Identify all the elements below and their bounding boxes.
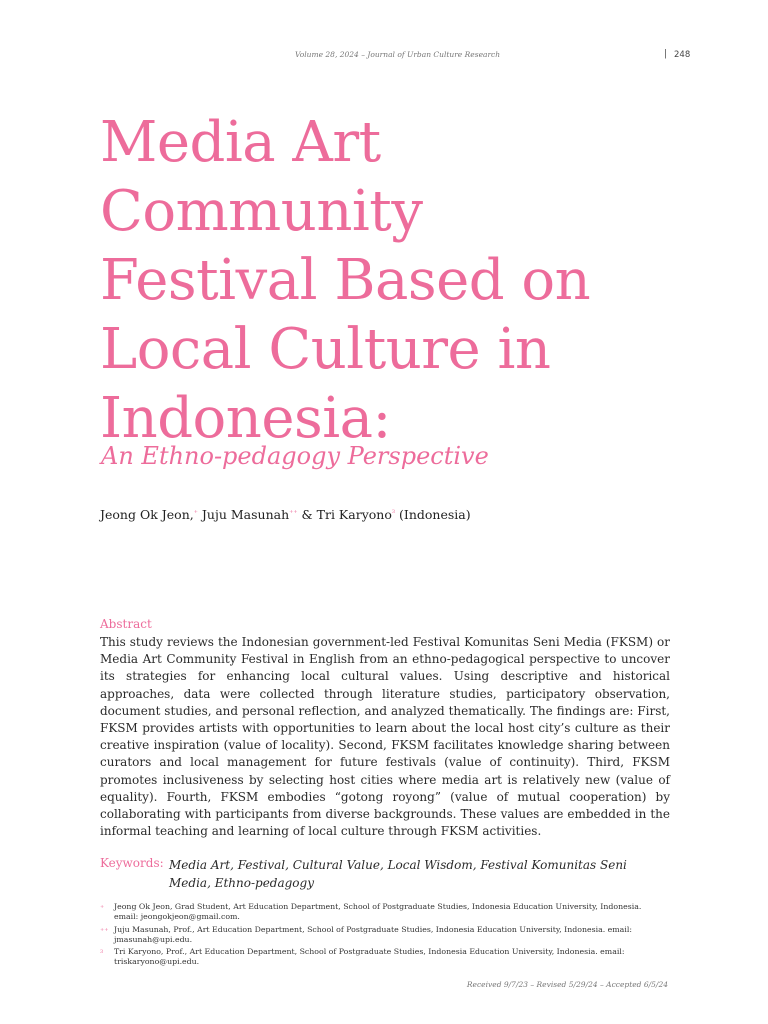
title-line: Festival Based on	[100, 248, 591, 313]
footnote	[100, 947, 660, 968]
page-number-separator: |	[664, 49, 668, 59]
footnote	[100, 902, 660, 923]
author-3-mark: 3	[391, 509, 396, 515]
author-3-name: Tri Karyono	[316, 507, 392, 522]
title-line: Local Culture in	[100, 317, 551, 382]
abstract-text: This study reviews the Indonesian government-led Festival Komunitas Seni Media (FKSM) or Media Art Community Festival in English from an ethno-pedagogical perspective to uncover its strategies for enhancing local cultural values. Using descriptive and historical approaches, data were collected through literature studies, participatory observation, document studies, and personal reflection, and analyzed thematically. The findings are: First, FKSM provides artists with opportunities to learn about the local host city’s culture as their creative inspiration (value of locality). Second, FKSM facilitates knowledge sharing between curators and local management for future festivals (value of continuity). Third, FKSM promotes inclusiveness by selecting host cities where media art is relatively new (value of equality). Fourth, FKSM embodies “gotong royong” (value of mutual cooperation) by collaborating with participants from diverse backgrounds. These values are embedded in the informal teaching and learning of local culture through FKSM activities.	[100, 635, 670, 839]
author-2-mark: ++	[289, 509, 298, 515]
article-subtitle: An Ethno-pedagogy Perspective	[101, 442, 489, 470]
abstract-heading: Abstract	[100, 617, 152, 631]
page-number: 248	[674, 50, 691, 60]
footnote	[100, 925, 660, 946]
title-line: Community	[100, 179, 423, 244]
title-line: Indonesia:	[100, 386, 391, 451]
keywords-label: Keywords:	[100, 856, 164, 870]
received-dates: Received 9/7/23 – Revised 5/29/24 – Accepted 6/5/24	[466, 980, 668, 989]
author-footnotes	[100, 902, 660, 970]
author-1-mark: +	[193, 509, 198, 515]
footnote-text: Jeong Ok Jeon, Grad Student, Art Education Department, School of Postgraduate Studies, Indonesia Education University, Indonesia. email: jeongokjeon@gmail.com.	[114, 902, 642, 922]
author-1-name: Jeong Ok Jeon,	[100, 507, 194, 522]
author-amp: &	[301, 507, 313, 522]
running-header	[0, 50, 768, 64]
footnote-mark: 3	[100, 949, 104, 956]
footnote-text: Tri Karyono, Prof., Art Education Department, School of Postgraduate Studies, Indonesia Education University, Indonesia. email: triskaryono@upi.edu.	[114, 947, 625, 967]
author-line	[100, 507, 471, 522]
article-title	[100, 108, 700, 453]
footnote-text: Juju Masunah, Prof., Art Education Department, School of Postgraduate Studies, Indonesia Education University, Indonesia. email: jmasunah@upi.edu.	[114, 924, 632, 944]
footnote-mark: ++	[100, 926, 109, 933]
footnote-mark: +	[100, 904, 105, 910]
keywords-text: Media Art, Festival, Cultural Value, Local Wisdom, Festival Komunitas Seni Media, Ethno-pedagogy	[169, 858, 627, 890]
author-2-name: Juju Masunah	[201, 507, 290, 522]
title-line: Media Art	[100, 110, 381, 175]
journal-running-head: Volume 28, 2024 – Journal of Urban Culture Research	[295, 50, 501, 59]
author-country: (Indonesia)	[399, 507, 471, 522]
